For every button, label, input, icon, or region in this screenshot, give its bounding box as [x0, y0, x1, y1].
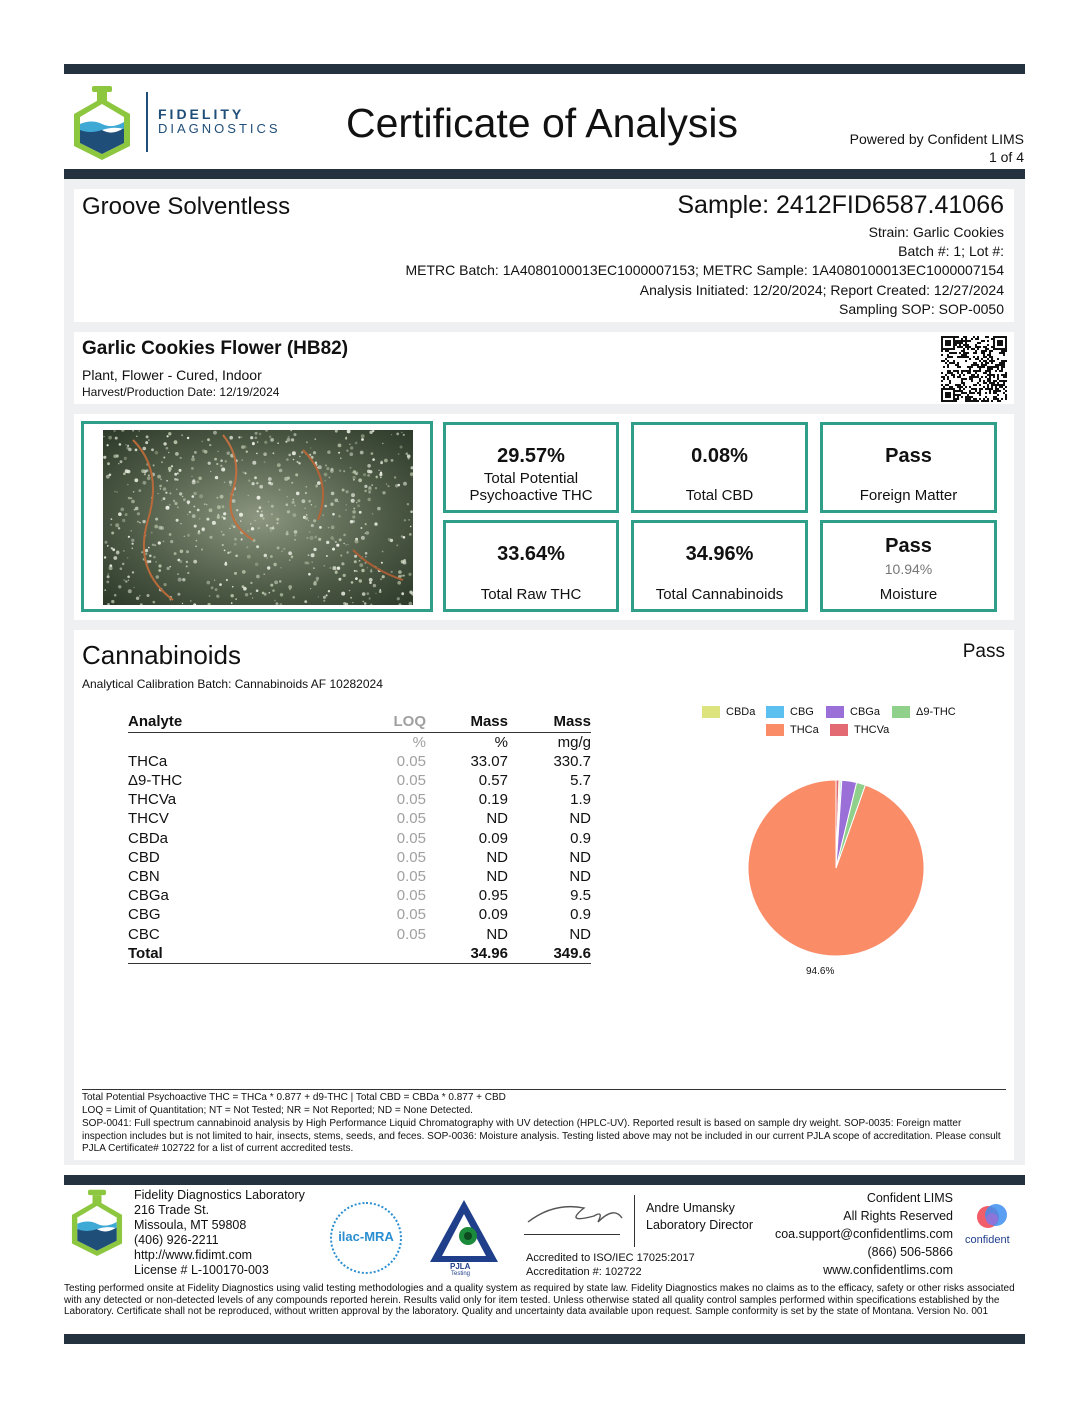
- tile-moisture: [820, 520, 997, 612]
- cannabinoid-pie-chart: [736, 770, 936, 970]
- loq-cell: 0.05: [396, 771, 426, 789]
- logo-divider: [146, 92, 148, 152]
- confident-info: [775, 1189, 953, 1279]
- legend-swatch: [830, 724, 848, 736]
- analyte-cell: CBG: [128, 906, 161, 924]
- sample-id: Sample: 2412FID6587.41066: [677, 191, 1004, 219]
- tile-total-raw-thc: [443, 520, 619, 612]
- mass-pct-cell: ND: [486, 925, 508, 943]
- analyte-cell: Δ9-THC: [128, 771, 183, 789]
- col-mass-pct: Mass: [426, 712, 508, 732]
- legend-swatch: [766, 724, 784, 736]
- loq-cell: 0.05: [396, 887, 426, 905]
- legend-item: [892, 706, 956, 718]
- tile-total-thc: [443, 422, 619, 513]
- cannabinoids-title: Cannabinoids: [82, 640, 242, 670]
- legend-swatch: [766, 706, 784, 718]
- harvest-date: Harvest/Production Date: 12/19/2024: [82, 385, 280, 399]
- analyte-cell: THCa: [128, 752, 168, 770]
- brand-line2: DIAGNOSTICS: [158, 121, 281, 136]
- legend-label: CBG: [790, 706, 814, 718]
- sampling-sop: Sampling SOP: SOP-0050: [839, 301, 1004, 317]
- mass-pct-cell: 0.19: [478, 791, 508, 809]
- lab-street: 216 Trade St.: [134, 1203, 210, 1217]
- tile-value: 29.57%: [497, 445, 565, 467]
- calibration-batch: Analytical Calibration Batch: Cannabinoids AF 10282024: [82, 677, 383, 691]
- product-panel: [74, 332, 1014, 404]
- table-row: [128, 829, 591, 848]
- legend-item: [766, 724, 819, 736]
- tile-label: Total Raw THC: [480, 586, 582, 603]
- mass-mgg-cell: 9.5: [570, 887, 591, 905]
- fidelity-footer-logo: [68, 1188, 126, 1256]
- tile-total-cbd: [631, 422, 808, 513]
- note-formula: Total Potential Psychoactive THC = THCa * 0.877 + d9-THC | Total CBD = CBDa * 0.877 + CBD: [82, 1092, 506, 1103]
- legend-item: [702, 706, 755, 718]
- analyte-cell: Total: [128, 944, 328, 964]
- loq-cell: 0.05: [396, 925, 426, 943]
- client-name: Groove Solventless: [82, 193, 291, 220]
- ilac-mra-text: ilac-MRA: [338, 1229, 394, 1244]
- mass-mgg-cell: 0.9: [570, 906, 591, 924]
- mass-mgg-cell: 349.6: [508, 944, 591, 964]
- mass-pct-cell: 0.09: [478, 906, 508, 924]
- analyte-cell: CBN: [128, 867, 160, 885]
- analyte-cell: CBGa: [128, 887, 169, 905]
- loq-cell: 0.05: [396, 791, 426, 809]
- table-row: [128, 752, 591, 771]
- tile-label: Total CBD: [685, 487, 754, 504]
- fidelity-flask-logo: [70, 84, 134, 160]
- disclaimer: Testing performed onsite at Fidelity Diagnostics using valid testing methodologies and a quality system as required by state law. Fidelity Diagnostics makes no claims as to the efficacy, safety or other risks associated with any detected or non-detected levels of any compounds reported herein. Results valid only for item tested. Unless otherwise stated all quality control samples performed within specifications established by the Laboratory. Certificate shall not be reproduced, without written approval by the laboratory. Quality and uncertainty data available upon request. Sample conformity is set by the state of Montana. Version No. 001: [64, 1283, 1015, 1317]
- signature-line: [524, 1234, 620, 1235]
- confident-logo-text: confident: [965, 1234, 1010, 1246]
- pjla-sublabel: Testing: [451, 1271, 471, 1277]
- lab-info: [134, 1187, 305, 1278]
- legend-label: CBDa: [726, 706, 756, 718]
- powered-by: Powered by Confident LIMS: [849, 131, 1024, 147]
- col-analyte: Analyte: [128, 712, 328, 732]
- director-name: Andre Umansky: [646, 1201, 735, 1215]
- mass-pct-cell: 34.96: [426, 944, 508, 964]
- analyte-cell: THCVa: [128, 791, 177, 809]
- mass-mgg-cell: ND: [569, 867, 591, 885]
- confident-logo-icon: [974, 1202, 1010, 1232]
- footer-top-bar: [64, 1175, 1025, 1185]
- table-row: [128, 886, 591, 905]
- table-row: [128, 771, 591, 790]
- lab-website[interactable]: http://www.fidimt.com: [134, 1248, 253, 1262]
- client-panel: [74, 189, 1014, 322]
- report-dates: Analysis Initiated: 12/20/2024; Report Created: 12/27/2024: [639, 282, 1004, 298]
- product-name: Garlic Cookies Flower (HB82): [82, 338, 349, 359]
- bottom-bar: [64, 1334, 1025, 1344]
- confident-website[interactable]: www.confidentlims.com: [823, 1263, 953, 1277]
- loq-cell: 0.05: [396, 848, 426, 866]
- loq-cell: 0.05: [396, 752, 426, 770]
- legend-label: THCa: [790, 724, 819, 736]
- mass-pct-cell: 33.07: [470, 752, 508, 770]
- confident-phone: (866) 506-5866: [867, 1245, 953, 1259]
- batch: Batch #: 1; Lot #:: [898, 243, 1004, 259]
- table-header-row: [128, 712, 591, 732]
- iso-accreditation: Accredited to ISO/IEC 17025:2017: [526, 1252, 695, 1264]
- legend-item: [830, 724, 889, 736]
- confident-rights: All Rights Reserved: [843, 1209, 953, 1223]
- product-photo: [103, 430, 413, 605]
- legend-label: THCVa: [854, 724, 890, 736]
- lab-license: License # L-100170-003: [134, 1263, 269, 1277]
- tile-foreign-matter: [820, 422, 997, 513]
- pjla-logo-graphic: [428, 1198, 500, 1264]
- confident-name: Confident LIMS: [866, 1191, 953, 1205]
- director-title: Laboratory Director: [646, 1218, 753, 1232]
- lab-city: Missoula, MT 59808: [134, 1218, 247, 1232]
- tile-label: Total Potential Psychoactive THC: [469, 470, 593, 504]
- mass-pct-cell: 0.95: [478, 887, 508, 905]
- top-bar: [64, 64, 1025, 74]
- loq-cell: 0.05: [396, 810, 426, 828]
- total-row: [128, 944, 591, 964]
- legend-item: [826, 706, 880, 718]
- col-mass-mgg: Mass: [508, 712, 591, 732]
- legend-label: Δ9-THC: [916, 706, 956, 718]
- tile-value: 34.96%: [685, 543, 754, 565]
- mass-pct-cell: 0.57: [478, 771, 508, 789]
- analyte-cell: CBD: [128, 848, 160, 866]
- mass-pct-cell: ND: [486, 810, 508, 828]
- tile-value: Pass: [885, 445, 932, 467]
- analyte-cell: CBDa: [128, 829, 169, 847]
- loq-cell: 0.05: [396, 829, 426, 847]
- loq-cell: 0.05: [396, 906, 426, 924]
- mass-mgg-cell: ND: [569, 925, 591, 943]
- mass-mgg-cell: 330.7: [553, 752, 591, 770]
- note-methods: SOP-0041: Full spectrum cannabinoid analysis by High Performance Liquid Chromatography with UV detection (HPLC-UV). Reported result is based on sample dry weight. SOP-0035: Foreign matter inspection includes but is not limited to hair, insects, stems, seeds, and feces. SOP-0036: Moisture analysis. Testing listed above may not be included in our current PJLA scope of accreditation. Please consult PJLA Certificate# 102722 for a list of current accredited tests.: [82, 1118, 1001, 1154]
- analyte-cell: THCV: [128, 810, 169, 828]
- loq-cell: 0.05: [396, 867, 426, 885]
- table-row: [128, 790, 591, 809]
- mass-mgg-cell: 5.7: [570, 771, 591, 789]
- tile-total-cannabinoids: [631, 520, 808, 612]
- legend-swatch: [892, 706, 910, 718]
- signature-divider: [634, 1195, 635, 1247]
- product-type: Plant, Flower - Cured, Indoor: [82, 367, 262, 383]
- loq-cell: [328, 944, 426, 964]
- table-row: [128, 905, 591, 924]
- unit-mass-pct: %: [494, 733, 508, 751]
- qr-code: [941, 336, 1007, 402]
- tile-sub: 10.94%: [884, 561, 933, 577]
- analyte-cell: CBC: [128, 925, 160, 943]
- confident-email[interactable]: coa.support@confidentlims.com: [774, 1227, 953, 1241]
- summary-panel: [74, 414, 1014, 620]
- lab-name: Fidelity Diagnostics Laboratory: [134, 1188, 305, 1202]
- director-signature: [524, 1198, 634, 1232]
- note-loq: LOQ = Limit of Quantitation; NT = Not Tested; NR = Not Reported; ND = None Detected.: [82, 1105, 473, 1116]
- mass-pct-cell: ND: [486, 848, 508, 866]
- legend-item: [766, 706, 814, 718]
- tile-value: 33.64%: [497, 543, 565, 565]
- metrc: METRC Batch: 1A4080100013EC1000007153; METRC Sample: 1A4080100013EC1000007154: [405, 262, 1004, 278]
- pie-data-label: 94.6%: [806, 966, 835, 977]
- header-bottom-bar: [64, 169, 1025, 179]
- table-row: [128, 848, 591, 867]
- legend-swatch: [702, 706, 720, 718]
- brand-line1: FIDELITY: [158, 106, 245, 122]
- unit-loq: %: [412, 733, 426, 751]
- pjla-label: PJLA: [450, 1262, 471, 1271]
- mass-mgg-cell: ND: [569, 810, 591, 828]
- product-photo-frame: [81, 421, 433, 612]
- accreditation-number: Accreditation #: 102722: [526, 1266, 642, 1278]
- units-row: [128, 732, 591, 752]
- legend-label: CBGa: [850, 706, 880, 718]
- unit-mass-mgg: mg/g: [557, 733, 591, 751]
- page-title: Certificate of Analysis: [346, 100, 738, 146]
- unit-analyte: [128, 732, 328, 752]
- notes-divider: [82, 1089, 1006, 1090]
- mass-mgg-cell: ND: [569, 848, 591, 866]
- tile-label: Moisture: [879, 586, 938, 603]
- mass-mgg-cell: 0.9: [570, 829, 591, 847]
- ilac-mra-logo: [330, 1202, 402, 1274]
- lab-phone: (406) 926-2211: [134, 1233, 219, 1247]
- table-row: [128, 925, 591, 944]
- tile-value: Pass: [885, 535, 932, 557]
- col-loq: LOQ: [328, 712, 426, 732]
- cannabinoids-table: [128, 712, 591, 964]
- tile-label: Foreign Matter: [859, 487, 958, 504]
- legend-swatch: [826, 706, 844, 718]
- strain: Strain: Garlic Cookies: [868, 224, 1004, 240]
- cannabinoids-status: Pass: [962, 641, 1005, 662]
- table-row: [128, 867, 591, 886]
- mass-pct-cell: 0.09: [478, 829, 508, 847]
- table-row: [128, 809, 591, 828]
- mass-pct-cell: ND: [486, 867, 508, 885]
- mass-mgg-cell: 1.9: [570, 791, 591, 809]
- tile-value: 0.08%: [691, 445, 748, 467]
- page-number: 1 of 4: [988, 149, 1024, 165]
- tile-label: Total Cannabinoids: [655, 586, 784, 603]
